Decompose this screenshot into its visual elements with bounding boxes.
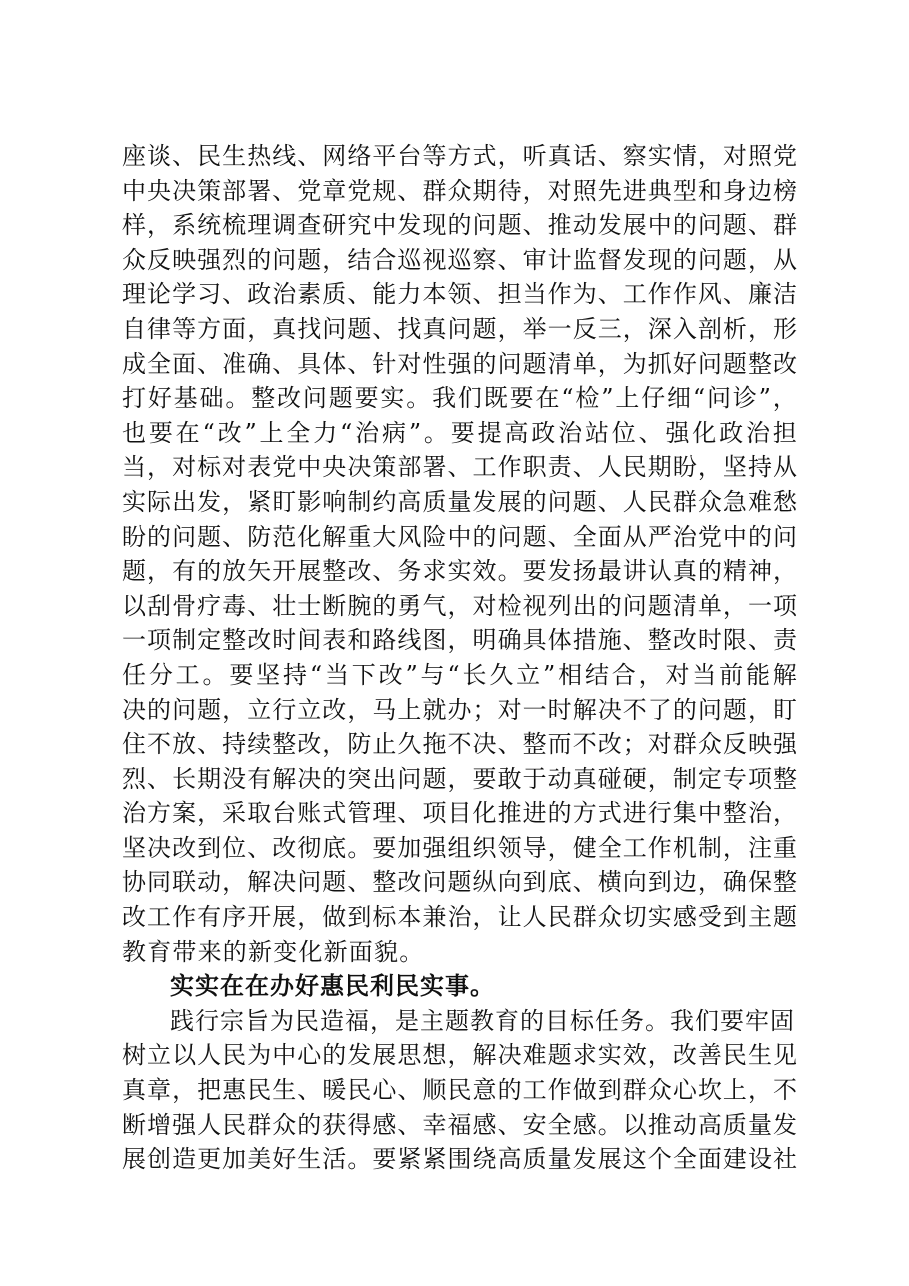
- text-line: 协同联动，解决问题、整改问题纵向到底、横向到边，确保整: [122, 868, 798, 897]
- section-heading: 实实在在办好惠民利民实事。: [170, 972, 495, 1001]
- text-line: 烈、长期没有解决的突出问题，要敢于动真碰硬，制定专项整: [122, 764, 798, 793]
- text-line: 自律等方面，真找问题、找真问题，举一反三，深入剖析，形: [122, 314, 798, 343]
- text-line: 众反映强烈的问题，结合巡视巡察、审计监督发现的问题，从: [122, 245, 798, 274]
- text-line: 真章，把惠民生、暖民心、顺民意的工作做到群众心坎上，不: [122, 1076, 798, 1105]
- text-line: 题，有的放矢开展整改、务求实效。要发扬最讲认真的精神，: [122, 557, 798, 586]
- text-line: 盼的问题、防范化解重大风险中的问题、全面从严治党中的问: [122, 522, 798, 551]
- text-line: 治方案，采取台账式管理、项目化推进的方式进行集中整治，: [122, 799, 798, 828]
- text-line: 坚决改到位、改彻底。要加强组织领导，健全工作机制，注重: [122, 833, 798, 862]
- text-line: 住不放、持续整改，防止久拖不决、整而不改；对群众反映强: [122, 730, 798, 759]
- text-line: 也要在“改”上全力“治病”。要提高政治站位、强化政治担: [122, 418, 798, 447]
- text-line: 理论学习、政治素质、能力本领、担当作为、工作作风、廉洁: [122, 280, 798, 309]
- text-line-last: 教育带来的新变化新面貌。: [122, 937, 425, 966]
- text-line: 中央决策部署、党章党规、群众期待，对照先进典型和身边榜: [122, 176, 798, 205]
- text-line: 任分工。要坚持“当下改”与“长久立”相结合，对当前能解: [122, 660, 798, 689]
- text-line: 展创造更加美好生活。要紧紧围绕高质量发展这个全面建设社: [122, 1145, 798, 1174]
- text-line: 一项制定整改时间表和路线图，明确具体措施、整改时限、责: [122, 626, 798, 655]
- text-line: 树立以人民为中心的发展思想，解决难题求实效，改善民生见: [122, 1041, 798, 1070]
- text-line: 以刮骨疗毒、壮士断腕的勇气，对检视列出的问题清单，一项: [122, 591, 798, 620]
- text-line: 决的问题，立行立改，马上就办；对一时解决不了的问题，盯: [122, 695, 798, 724]
- text-line-indented: 践行宗旨为民造福，是主题教育的目标任务。我们要牢固: [170, 1006, 795, 1035]
- text-line: 打好基础。整改问题要实。我们既要在“检”上仔细“问诊”，: [122, 384, 798, 413]
- text-line: 当，对标对表党中央决策部署、工作职责、人民期盼，坚持从: [122, 453, 798, 482]
- text-line: 断增强人民群众的获得感、幸福感、安全感。以推动高质量发: [122, 1110, 798, 1139]
- text-line: 座谈、民生热线、网络平台等方式，听真话、察实情，对照党: [122, 142, 798, 170]
- text-line: 改工作有序开展，做到标本兼治，让人民群众切实感受到主题: [122, 903, 798, 932]
- text-line: 成全面、准确、具体、针对性强的问题清单，为抓好问题整改: [122, 349, 798, 378]
- document-body: [122, 139, 798, 1177]
- paragraph-rectification: [122, 139, 798, 969]
- text-line: 实际出发，紧盯影响制约高质量发展的问题、人民群众急难愁: [122, 487, 798, 516]
- paragraph-livelihood: [122, 1004, 798, 1177]
- text-line: 样，系统梳理调查研究中发现的问题、推动发展中的问题、群: [122, 211, 798, 240]
